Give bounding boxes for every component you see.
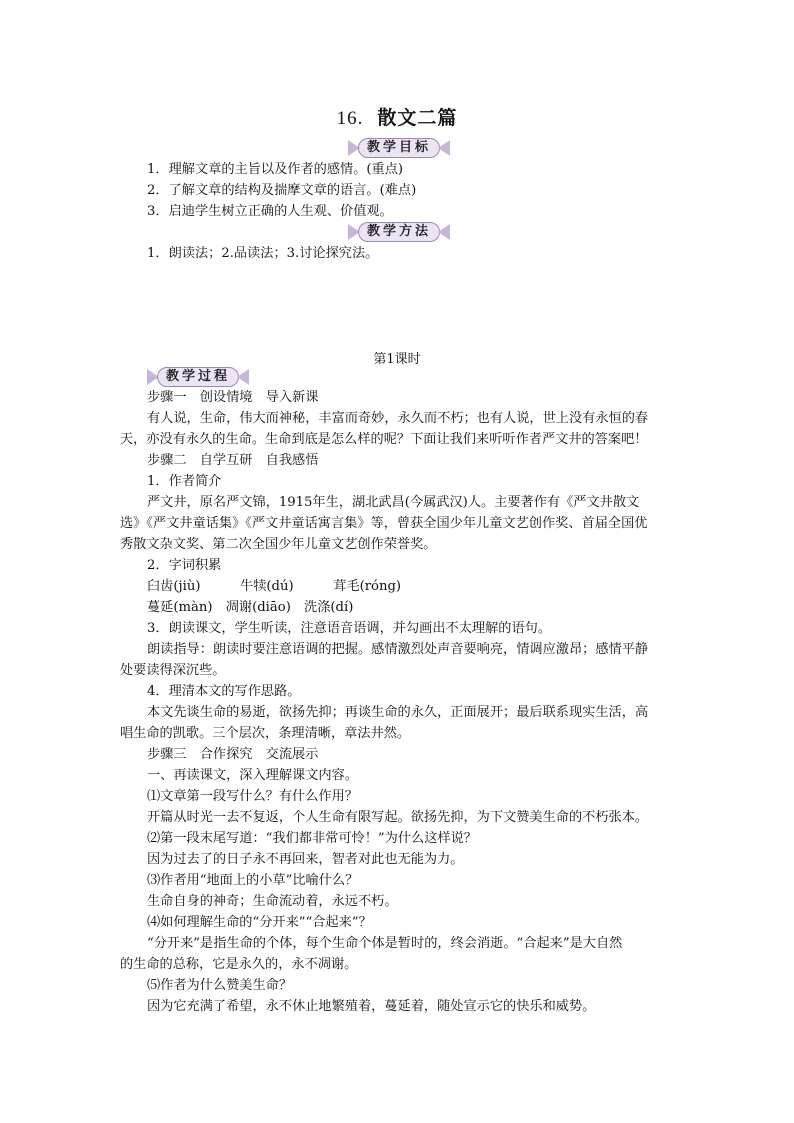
paragraph-line: 朗读指导：朗读时要注意语调的把握。感情激烈处声音要响亮，情调应激昂；感情平静 bbox=[147, 642, 649, 657]
step-heading: 步骤二 自学互研 自我感悟 bbox=[147, 453, 319, 468]
vocab-line: 臼齿(jiù) 牛犊(dú) 茸毛(róng) bbox=[147, 579, 402, 594]
answer-line: 开篇从时光一去不复返，个人生命有限写起。欲扬先抑，为下文赞美生命的不朽张本。 bbox=[147, 810, 649, 825]
question-line: ⑵第一段末尾写道：“我们都非常可怜！”为什么这样说？ bbox=[147, 831, 477, 846]
section-heading: 一、再读课文，深入理解课文内容。 bbox=[147, 768, 358, 783]
title-text: 散文二篇 bbox=[377, 107, 458, 129]
paragraph-line: 唱生命的凯歌。三个层次，条理清晰，章法井然。 bbox=[120, 726, 411, 741]
section-heading: 1．作者简介 bbox=[147, 474, 222, 489]
question-line: ⑸作者为什么赞美生命？ bbox=[147, 978, 293, 993]
goal-item: 3．启迪学生树立正确的人生观、价值观。 bbox=[147, 204, 393, 219]
section-heading: 2．字词积累 bbox=[147, 558, 222, 573]
step-heading: 步骤一 创设情境 导入新课 bbox=[147, 390, 319, 405]
section-heading: 3．朗读课文，学生听读，注意语音语调，并勾画出不太理解的语句。 bbox=[147, 621, 552, 636]
paragraph-line: 有人说，生命，伟大而神秘，丰富而奇妙，永久而不朽；也有人说，世上没有永恒的春 bbox=[147, 411, 649, 426]
goals-badge bbox=[348, 138, 450, 158]
paragraph-line: 严文井，原名严文锦，1915年生，湖北武昌(今属武汉)人。主要著作有《严文井散文 bbox=[147, 495, 640, 510]
goal-item: 2．了解文章的结构及揣摩文章的语言。(难点) bbox=[147, 183, 417, 198]
methods-badge-label: 教学方法 bbox=[358, 222, 440, 242]
answer-line: 因为过去了的日子永不再回来，智者对此也无能为力。 bbox=[147, 852, 464, 867]
answer-line: 生命自身的神奇；生命流动着，永远不朽。 bbox=[147, 894, 398, 909]
process-badge-label: 教学过程 bbox=[157, 367, 239, 387]
vocab-line: 蔓延(màn) 凋谢(diāo) 洗涤(dí) bbox=[147, 600, 354, 615]
section-heading: 4．理清本文的写作思路。 bbox=[147, 684, 301, 699]
document-title bbox=[0, 103, 794, 130]
methods-badge bbox=[348, 222, 450, 242]
answer-line: “分开来”是指生命的个体，每个生命个体是暂时的，终会消逝。“合起来”是大自然 bbox=[147, 936, 623, 951]
lesson-heading: 第1课时 bbox=[373, 352, 421, 367]
paragraph-line: 秀散文杂文奖、第二次全国少年儿童文艺创作荣誉奖。 bbox=[120, 537, 437, 552]
paragraph-line: 处要读得深沉些。 bbox=[120, 663, 226, 678]
paragraph-line: 天，亦没有永久的生命。生命到底是怎么样的呢？下面让我们来听听作者严文井的答案吧！ bbox=[120, 432, 648, 447]
arrow-left-icon bbox=[438, 224, 450, 240]
answer-line: 的生命的总称，它是永久的，永不凋谢。 bbox=[120, 957, 358, 972]
goals-badge-label: 教学目标 bbox=[358, 138, 440, 158]
answer-line: 因为它充满了希望，永不休止地繁殖着，蔓延着，随处宣示它的快乐和威势。 bbox=[147, 999, 596, 1014]
step-heading: 步骤三 合作探究 交流展示 bbox=[147, 747, 319, 762]
question-line: ⑶作者用“地面上的小草”比喻什么？ bbox=[147, 873, 359, 888]
goal-item: 1．理解文章的主旨以及作者的感情。(重点) bbox=[147, 162, 404, 177]
paragraph-line: 本文先谈生命的易逝，欲扬先抑；再谈生命的永久，正面展开；最后联系现实生活，高 bbox=[147, 705, 649, 720]
question-line: ⑷如何理解生命的“分开来”“合起来”？ bbox=[147, 915, 372, 930]
question-line: ⑴文章第一段写什么？有什么作用？ bbox=[147, 789, 358, 804]
title-number: 16. bbox=[336, 108, 364, 129]
methods-text: 1．朗读法；2.品读法；3.讨论探究法。 bbox=[147, 246, 379, 261]
process-badge bbox=[147, 367, 249, 387]
arrow-left-icon bbox=[237, 369, 249, 385]
arrow-left-icon bbox=[438, 140, 450, 156]
paragraph-line: 选》《严文井童话集》《严文井童话寓言集》等，曾获全国少年儿童文艺创作奖、首届全国优 bbox=[120, 516, 648, 531]
